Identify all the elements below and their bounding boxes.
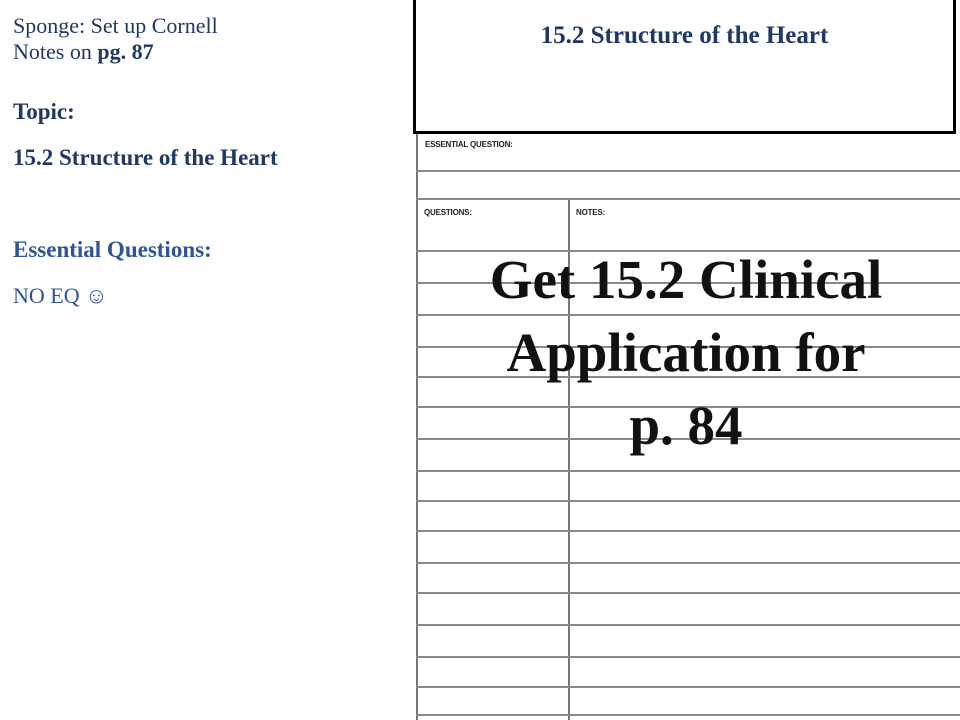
- overlay-line2: Application for: [506, 322, 866, 383]
- ruled-line: [416, 714, 960, 716]
- ruled-line: [416, 562, 960, 564]
- ruled-line: [416, 686, 960, 688]
- sponge-line2-prefix: Notes on: [13, 39, 98, 64]
- overlay-line1: Get 15.2 Clinical: [489, 249, 883, 310]
- sponge-page-ref: pg. 87: [97, 39, 154, 64]
- notes-label: NOTES:: [576, 208, 606, 217]
- title-box-heading: 15.2 Structure of the Heart: [540, 22, 829, 49]
- ruled-line: [416, 624, 960, 626]
- topic-label: Topic:: [13, 99, 75, 124]
- ruled-line: [416, 470, 960, 472]
- overlay-instruction: [412, 243, 960, 462]
- essential-questions-value: NO EQ ☺: [13, 283, 108, 308]
- ruled-line: [416, 592, 960, 594]
- overlay-line3: p. 84: [629, 395, 743, 456]
- ruled-line: [416, 198, 960, 200]
- sponge-line1: Sponge: Set up Cornell: [13, 13, 218, 38]
- sponge-line2: [13, 39, 218, 65]
- questions-label: QUESTIONS:: [424, 208, 472, 217]
- essential-question-label: ESSENTIAL QUESTION:: [425, 140, 513, 149]
- title-box: [413, 0, 956, 134]
- ruled-line: [416, 500, 960, 502]
- ruled-line: [416, 170, 960, 172]
- sponge-text: [13, 13, 218, 65]
- topic-value: 15.2 Structure of the Heart: [13, 145, 278, 170]
- ruled-line: [416, 656, 960, 658]
- ruled-line: [416, 530, 960, 532]
- essential-questions-label: Essential Questions:: [13, 237, 212, 262]
